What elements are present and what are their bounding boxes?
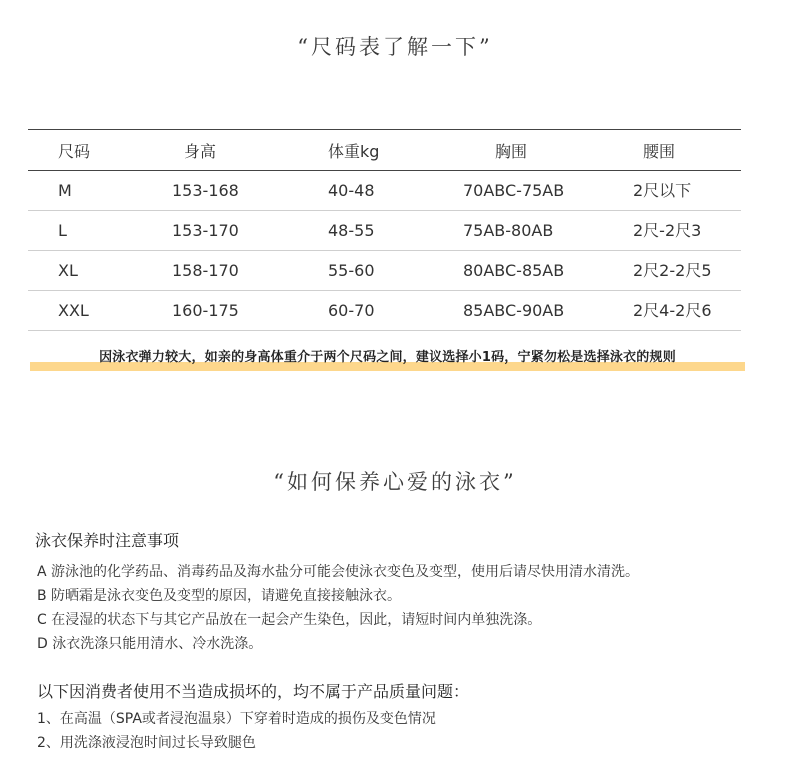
cell-size: M: [58, 181, 72, 200]
cell-weight: 60-70: [328, 301, 375, 320]
disclaimer-list: [37, 707, 436, 755]
header-size: 尺码: [58, 142, 91, 161]
care-item: D 泳衣洗涤只能用清水、冷水洗涤。: [37, 636, 263, 652]
cell-height: 153-170: [172, 221, 239, 240]
size-chart-title: “尺码表了解一下”: [297, 35, 493, 59]
cell-height: 158-170: [172, 261, 239, 280]
cell-height: 160-175: [172, 301, 239, 320]
header-height: 身高: [184, 142, 217, 161]
cell-weight: 48-55: [328, 221, 375, 240]
care-item: A 游泳池的化学药品、消毒药品及海水盐分可能会使泳衣变色及变型，使用后请尽快用清水清洗。: [37, 564, 640, 580]
care-item: C 在浸湿的状态下与其它产品放在一起会产生染色，因此，请短时间内单独洗涤。: [37, 612, 542, 628]
size-table: [28, 129, 741, 331]
table-row: [28, 171, 741, 211]
cell-waist: 2尺2-2尺5: [633, 261, 712, 280]
table-row: [28, 251, 741, 291]
header-waist: 腰围: [643, 142, 676, 161]
table-header-row: [28, 130, 741, 171]
care-item: B 防晒霜是泳衣变色及变型的原因，请避免直接接触泳衣。: [37, 588, 402, 604]
cell-waist: 2尺以下: [633, 181, 692, 200]
cell-weight: 40-48: [328, 181, 375, 200]
header-bust: 胸围: [495, 142, 528, 161]
table-row: [28, 211, 741, 251]
size-advice-notice: [30, 348, 745, 372]
cell-bust: 70ABC-75AB: [463, 181, 565, 200]
cell-waist: 2尺-2尺3: [633, 221, 702, 240]
cell-size: XXL: [58, 301, 89, 320]
table-row: [28, 291, 741, 331]
cell-weight: 55-60: [328, 261, 375, 280]
disclaimer-heading: 以下因消费者使用不当造成损坏的，均不属于产品质量问题：: [37, 682, 470, 701]
cell-size: XL: [58, 261, 78, 280]
cell-bust: 85ABC-90AB: [463, 301, 565, 320]
cell-waist: 2尺4-2尺6: [633, 301, 712, 320]
notice-text: 因泳衣弹力较大，如亲的身高体重介于两个尺码之间，建议选择小1码，宁紧勿松是选择泳衣的规则: [99, 350, 676, 365]
cell-bust: 80ABC-85AB: [463, 261, 565, 280]
cell-bust: 75AB-80AB: [463, 221, 554, 240]
disclaimer-item: 1、在高温（SPA或者浸泡温泉）下穿着时造成的损伤及变色情况: [37, 711, 436, 727]
cell-height: 153-168: [172, 181, 239, 200]
care-title: “如何保养心爱的泳衣”: [273, 470, 517, 494]
disclaimer-item: 2、用洗涤液浸泡时间过长导致腿色: [37, 735, 256, 751]
header-weight: 体重kg: [328, 142, 380, 161]
care-heading: 泳衣保养时注意事项: [35, 531, 180, 550]
cell-size: L: [58, 221, 67, 240]
care-list: [37, 560, 639, 656]
